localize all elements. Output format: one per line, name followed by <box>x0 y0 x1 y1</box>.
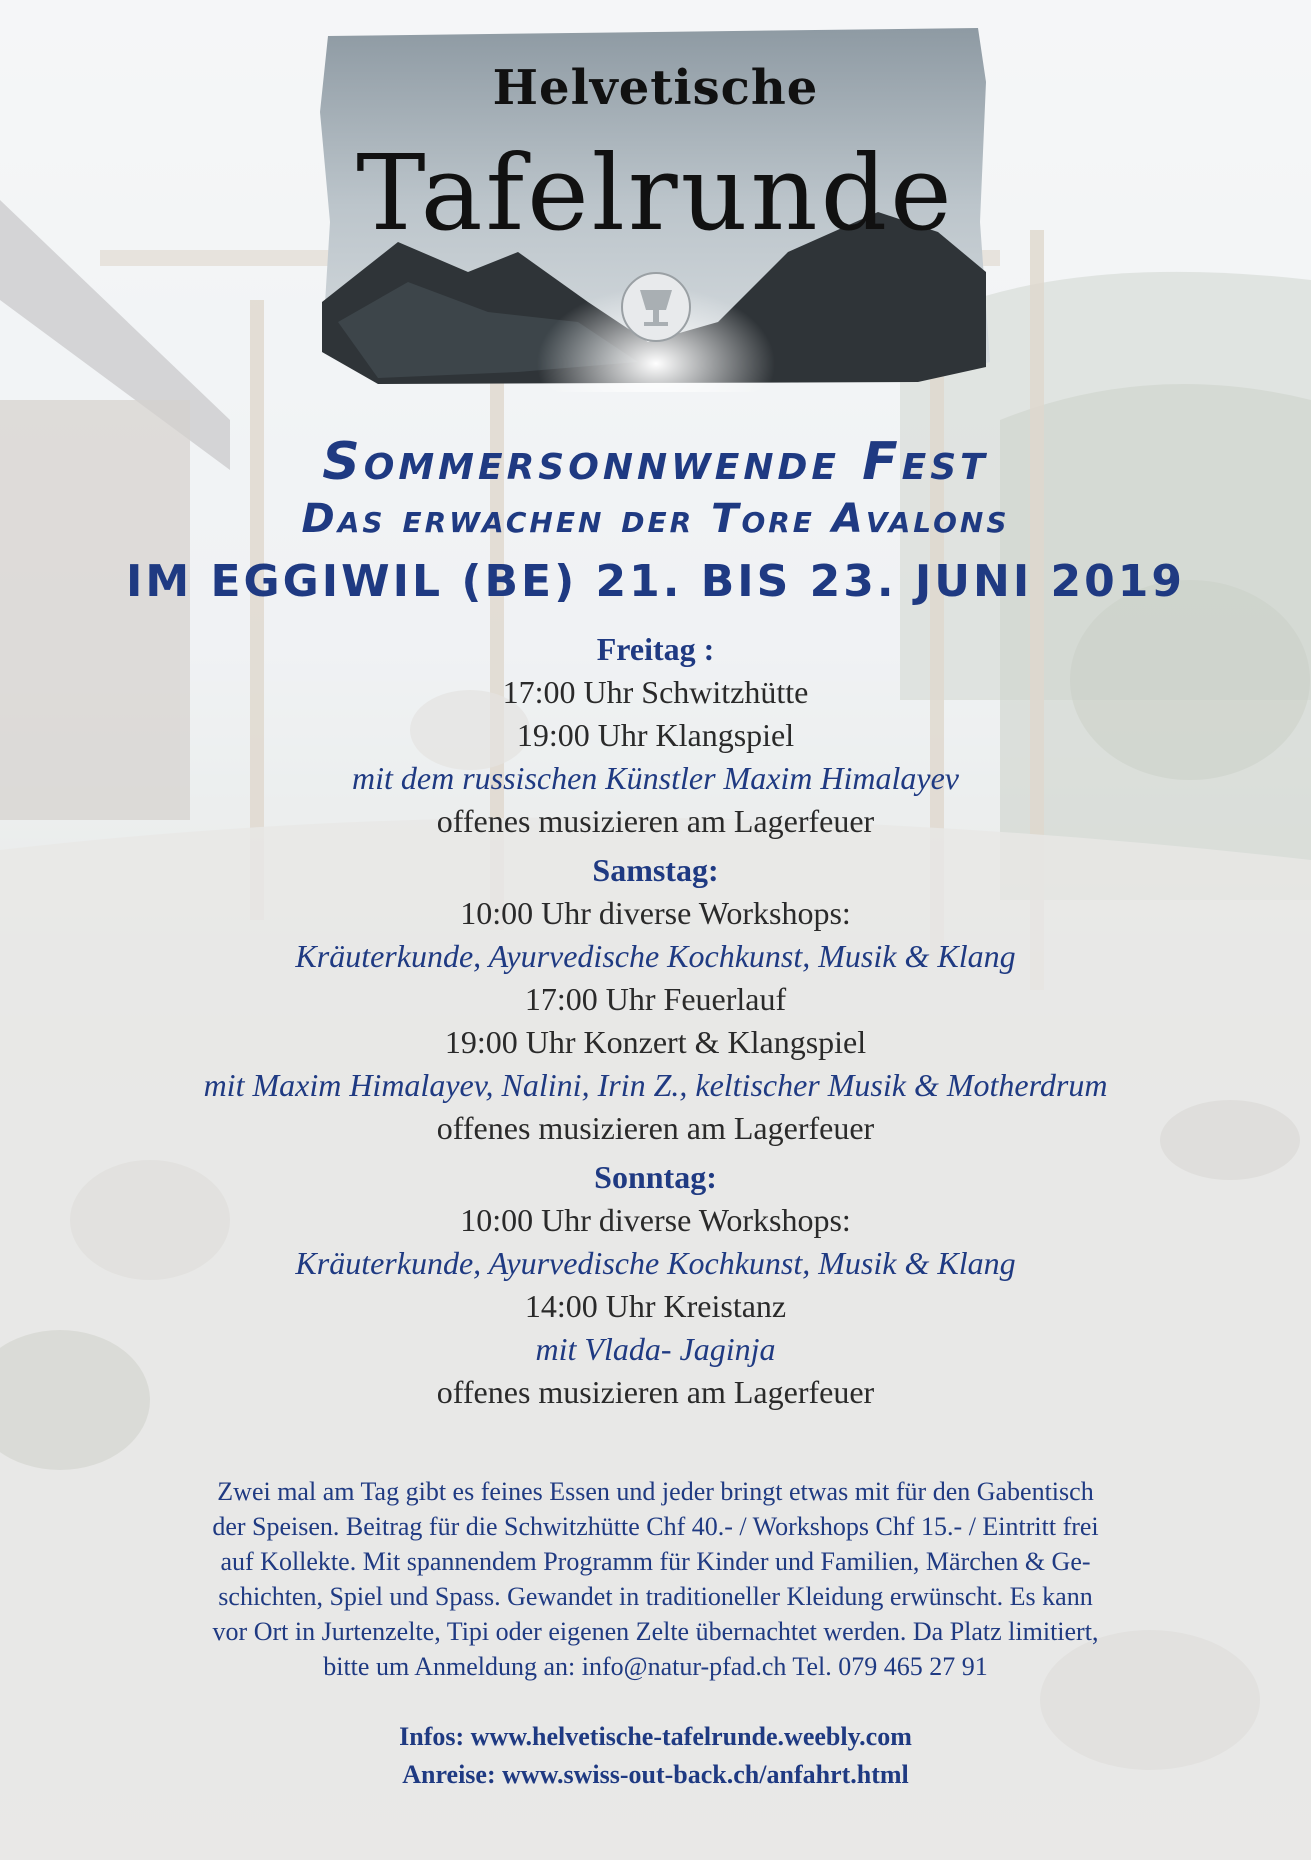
schedule-line: offenes musizieren am Lagerfeuer <box>436 1110 875 1146</box>
event-date: IM EGGIWIL (BE) 21. BIS 23. JUNI 2019 <box>125 556 1186 607</box>
schedule-line: mit Vlada- Jaginja <box>535 1331 776 1367</box>
schedule-line: 10:00 Uhr diverse Workshops: <box>460 895 851 931</box>
links-block <box>0 1718 1311 1794</box>
schedule-line: Kräuterkunde, Ayurvedische Kochkunst, Musik & Klang <box>295 1245 1016 1281</box>
info-line: auf Kollekte. Mit spannendem Programm für Kinder und Familien, Märchen & Ge- <box>220 1547 1091 1576</box>
info-paragraph <box>118 1474 1193 1684</box>
logo-title-line1: Helvetische <box>492 60 819 116</box>
schedule-line: mit Maxim Himalayev, Nalini, Irin Z., keltischer Musik & Motherdrum <box>203 1067 1108 1103</box>
day-heading: Samstag: <box>592 852 719 888</box>
schedule-line: 17:00 Uhr Feuerlauf <box>524 981 787 1017</box>
event-title: Sommersonnwende Fest <box>322 432 989 492</box>
day-friday <box>0 628 1311 843</box>
chalice-icon <box>622 273 690 341</box>
infos-link[interactable]: Infos: www.helvetische-tafelrunde.weebly.com <box>399 1722 912 1751</box>
schedule-line: Kräuterkunde, Ayurvedische Kochkunst, Musik & Klang <box>295 938 1016 974</box>
program-schedule <box>0 628 1311 1414</box>
info-line: schichten, Spiel und Spass. Gewandet in traditioneller Kleidung erwünscht. Es kann <box>218 1582 1093 1611</box>
schedule-line: offenes musizieren am Lagerfeuer <box>436 803 875 839</box>
schedule-line: 10:00 Uhr diverse Workshops: <box>460 1202 851 1238</box>
info-line: bitte um Anmeldung an: info@natur-pfad.ch Tel. 079 465 27 91 <box>323 1652 988 1681</box>
event-subtitle: Das erwachen der Tore Avalons <box>301 496 1010 542</box>
day-heading: Freitag : <box>596 631 715 667</box>
day-saturday <box>0 849 1311 1150</box>
schedule-line: 17:00 Uhr Schwitzhütte <box>502 674 809 710</box>
schedule-line: offenes musizieren am Lagerfeuer <box>436 1374 875 1410</box>
schedule-line: 19:00 Uhr Klangspiel <box>516 717 795 753</box>
info-line: der Speisen. Beitrag für die Schwitzhütte Chf 40.- / Workshops Chf 15.- / Eintritt frei <box>212 1512 1099 1541</box>
anreise-link[interactable]: Anreise: www.swiss-out-back.ch/anfahrt.html <box>402 1760 909 1789</box>
logo-title-line2: Tafelrunde <box>356 132 955 254</box>
schedule-line: 19:00 Uhr Konzert & Klangspiel <box>444 1024 867 1060</box>
info-line: vor Ort in Jurtenzelte, Tipi oder eigenen Zelte übernachtet werden. Da Platz limitiert, <box>212 1617 1099 1646</box>
info-line: Zwei mal am Tag gibt es feines Essen und jeder bringt etwas mit für den Gabentisch <box>217 1477 1094 1506</box>
schedule-line: 14:00 Uhr Kreistanz <box>524 1288 787 1324</box>
day-heading: Sonntag: <box>594 1159 717 1195</box>
day-sunday <box>0 1156 1311 1414</box>
logo <box>318 22 993 392</box>
schedule-line: mit dem russischen Künstler Maxim Himalayev <box>351 760 959 796</box>
